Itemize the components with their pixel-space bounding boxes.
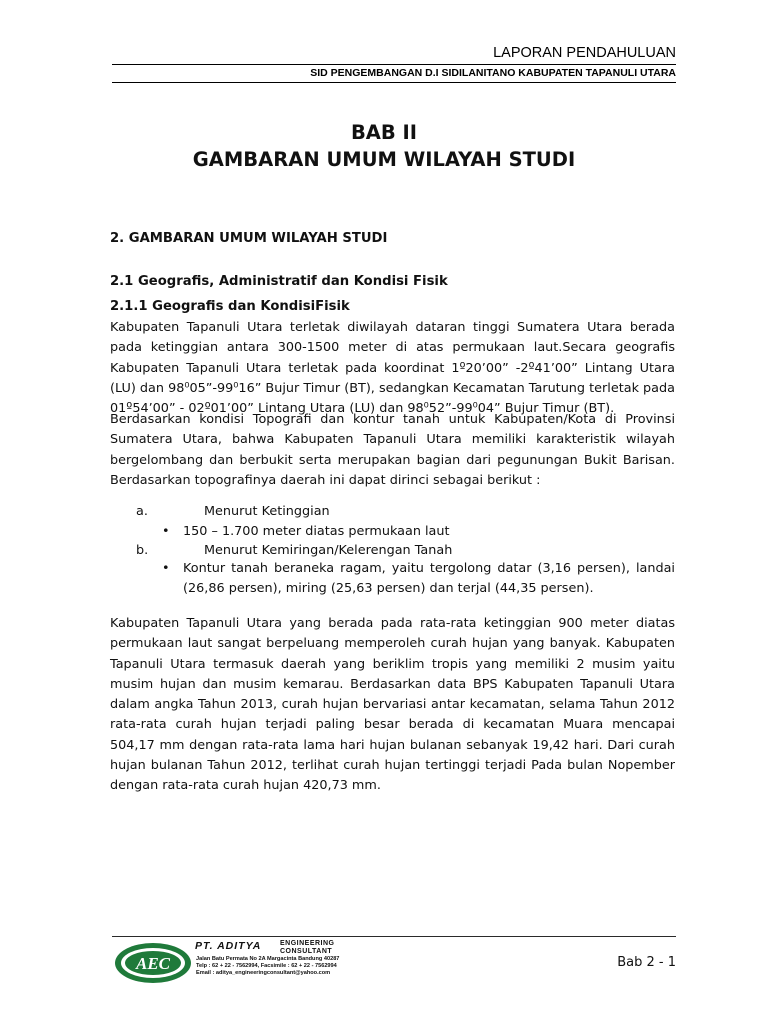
chapter-title: GAMBARAN UMUM WILAYAH STUDI <box>192 148 576 171</box>
paragraph-geography: Kabupaten Tapanuli Utara terletak diwilayah dataran tinggi Sumatera Utara berada pada ketinggian antara 300-1500 meter di atas permukaan laut.Secara geografis Kabupaten Tapanuli Utara terletak pada koordinat 1º20’00” -2º41’00” Lintang Utara (LU) dan 98⁰05”-99⁰16” Bujur Timur (BT), sedangkan Kecamatan Tarutung terletak pada 01º54’00” - 02º01’00” Lintang Utara (LU) dan 98⁰52”-99⁰04” Bujur Timur (BT). <box>110 320 675 417</box>
logo-letters: AEC <box>135 954 171 973</box>
address-line-1: Jalan Batu Permata No 2A Margacinta Bandung 40287 <box>196 956 340 962</box>
company-line-1: ENGINEERING <box>280 940 335 947</box>
list-item-bullet: Kontur tanah beraneka ragam, yaitu tergolong datar (3,16 persen), landai (26,86 persen), miring (25,63 persen) dan terjal (44,35 persen). <box>183 561 675 597</box>
report-title: LAPORAN PENDAHULUAN <box>493 45 676 61</box>
section-heading-2: 2. GAMBARAN UMUM WILAYAH STUDI <box>110 231 388 246</box>
company-division <box>280 940 335 956</box>
company-line-2: CONSULTANT <box>280 948 333 955</box>
paragraph-rainfall: Kabupaten Tapanuli Utara yang berada pada rata-rata ketinggian 900 meter diatas permukaan laut sangat berpeluang memperoleh curah hujan yang banyak. Kabupaten Tapanuli Utara termasuk daerah yang beriklim tropis yang memiliki 2 musim yaitu musim hujan dan musim kemarau. Berdasarkan data BPS Kabupaten Tapanuli Utara dalam angka Tahun 2013, curah hujan bervariasi antar kecamatan, selama Tahun 2012 rata-rata curah hujan terjadi paling besar berada di kecamatan Muara mencapai 504,17 mm dengan rata-rata lama hari hujan bulanan sebanyak 19,42 hari. Dari curah hujan bulanan Tahun 2012, terlihat curah hujan tertinggi terjadi Pada bulan Nopember dengan rata-rata curah hujan 420,73 mm. <box>110 616 675 794</box>
list-item-title: Menurut Kemiringan/Kelerengan Tanah <box>204 543 453 558</box>
list-marker: b. <box>136 543 149 558</box>
paragraph-topography: Berdasarkan kondisi Topografi dan kontur tanah untuk Kabupaten/Kota di Provinsi Sumatera Utara, bahwa Kabupaten Tapanuli Utara memiliki karakteristik wilayah bergelombang dan berbukit serta merupakan bagian dari pegunungan Bukit Barisan. Berdasarkan topografinya daerah ini dapat dirinci sebagai berikut : <box>110 412 675 488</box>
company-logo <box>113 941 193 989</box>
list-item-title: Menurut Ketinggian <box>204 504 330 519</box>
address-line-2: Telp : 62 + 22 - 7562994, Facsimile : 62 + 22 - 7562994 <box>196 963 337 969</box>
aec-logo-icon <box>113 941 193 985</box>
address-line-3: Email : aditya_engineeringconsultant@yahoo.com <box>196 970 331 976</box>
report-subtitle: SID PENGEMBANGAN D.I SIDILANITANO KABUPATEN TAPANULI UTARA <box>310 67 676 79</box>
list-item-bullet: 150 – 1.700 meter diatas permukaan laut <box>183 524 450 539</box>
company-address <box>196 956 339 977</box>
chapter-number: BAB II <box>350 121 418 144</box>
footer-rule <box>112 936 676 937</box>
company-name: PT. ADITYA <box>195 940 262 952</box>
header-rule-bottom <box>112 82 676 83</box>
header-rule-top <box>112 64 676 65</box>
bullet-icon: • <box>162 561 170 576</box>
section-heading-2-1: 2.1 Geografis, Administratif dan Kondisi Fisik <box>110 274 448 289</box>
list-marker: a. <box>136 504 148 519</box>
section-heading-2-1-1: 2.1.1 Geografis dan KondisiFisik <box>110 299 350 314</box>
bullet-icon: • <box>162 524 170 539</box>
page-number: Bab 2 - 1 <box>617 955 676 970</box>
